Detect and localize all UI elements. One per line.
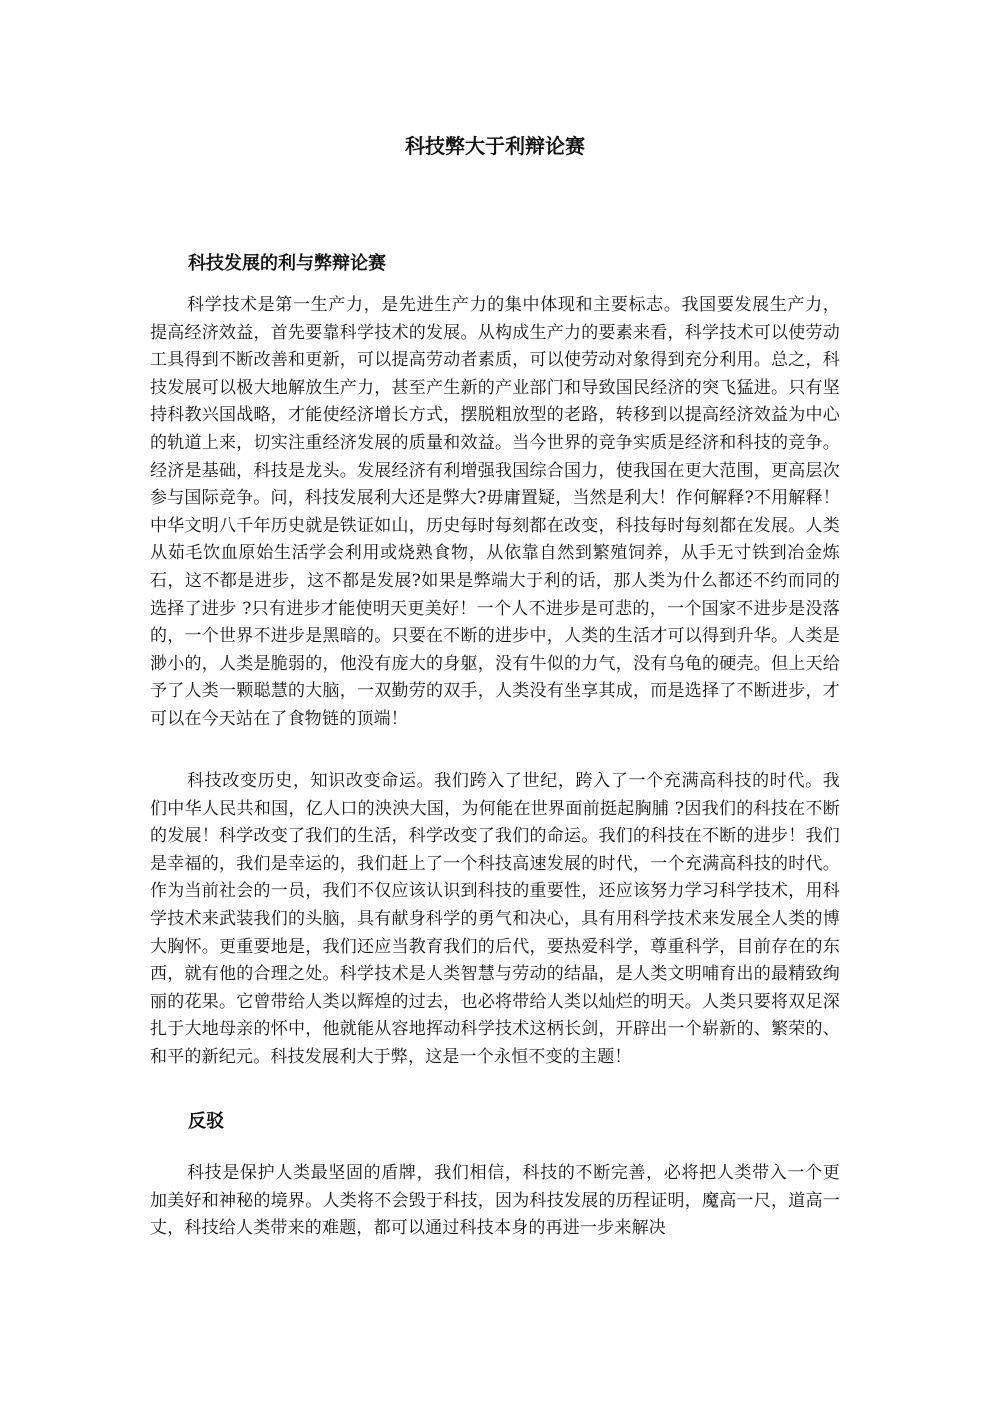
section-heading-rebuttal: 反驳: [188, 1111, 224, 1132]
paragraph-productivity: 科学技术是第一生产力，是先进生产力的集中体现和主要标志。我国要发展生产力，提高经济效益，首先要靠科学技术的发展。从构成生产力的要素来看，科学技术可以使劳动工具得到不断改善和更新，可以提高劳动者素质，可以使劳动对象得到充分利用。总之，科技发展可以极大地解放生产力，甚至产生新的产业部门和导致国民经济的突飞猛进。只有坚持科教兴国战略，才能使经济增长方式，摆脱粗放型的老路，转移到以提高经济效益为中心的轨道上来，切实注重经济发展的质量和效益。当今世界的竞争实质是经济和科技的竞争。经济是基础，科技是龙头。发展经济有利增强我国综合国力，使我国在更大范围，更高层次参与国际竞争。问，科技发展利大还是弊大?毋庸置疑，当然是利大！作何解释?不用解释！中华文明八千年历史就是铁证如山，历史每时每刻都在改变，科技每时每刻都在发展。人类从茹毛饮血原始生活学会利用或烧熟食物，从依靠自然到繁殖饲养，从手无寸铁到冶金炼石，这不都是进步，这不都是发展?如果是弊端大于利的话，那人类为什么都还不约而同的选择了进步 ?只有进步才能使明天更美好！一个人不进步是可悲的，一个国家不进步是没落的，一个世界不进步是黑暗的。只要在不断的进步中，人类的生活才可以得到升华。人类是渺小的，人类是脆弱的，他没有庞大的身躯，没有牛似的力气，没有乌龟的硬壳。但上天给予了人类一颗聪慧的大脑，一双勤劳的双手，人类没有坐享其成，而是选择了不断进步，才可以在今天站在了食物链的顶端！: [150, 295, 840, 729]
paragraph-rebuttal: 科技是保护人类最坚固的盾牌，我们相信，科技的不断完善，必将把人类带入一个更加美好和神秘的境界。人类将不会毁于科技，因为科技发展的历程证明，魔高一尺，道高一丈，科技给人类带来的难题，都可以通过科技本身的再进一步来解决: [150, 1163, 840, 1239]
section-heading-pros-cons: 科技发展的利与弊辩论赛: [188, 253, 386, 274]
document-title: 科技弊大于利辩论赛: [405, 134, 585, 158]
paragraph-history-knowledge: 科技改变历史，知识改变命运。我们跨入了世纪，跨入了一个充满高科技的时代。我们中华人民共和国，亿人口的泱泱大国，为何能在世界面前挺起胸脯 ?因我们的科技在不断的发展！科学改变了我们的生活，科学改变了我们的命运。我们的科技在不断的进步！我们是幸福的，我们是幸运的，我们赶上了一个科技高速发展的时代，一个充满高科技的时代。作为当前社会的一员，我们不仅应该认识到科技的重要性，还应该努力学习科学技术，用科学技术来武装我们的头脑，具有献身科学的勇气和决心，具有用科学技术来发展全人类的博大胸怀。更重要地是，我们还应当教育我们的后代，要热爱科学，尊重科学，目前存在的东西，就有他的合理之处。科学技术是人类智慧与劳动的结晶，是人类文明哺育出的最精致绚丽的花果。它曾带给人类以辉煌的过去，也必将带给人类以灿烂的明天。人类只要将双足深扎于大地母亲的怀中，他就能从容地挥动科学技术这柄长剑，开辟出一个崭新的、繁荣的、和平的新纪元。科技发展利大于弊，这是一个永恒不变的主题！: [150, 771, 840, 1067]
